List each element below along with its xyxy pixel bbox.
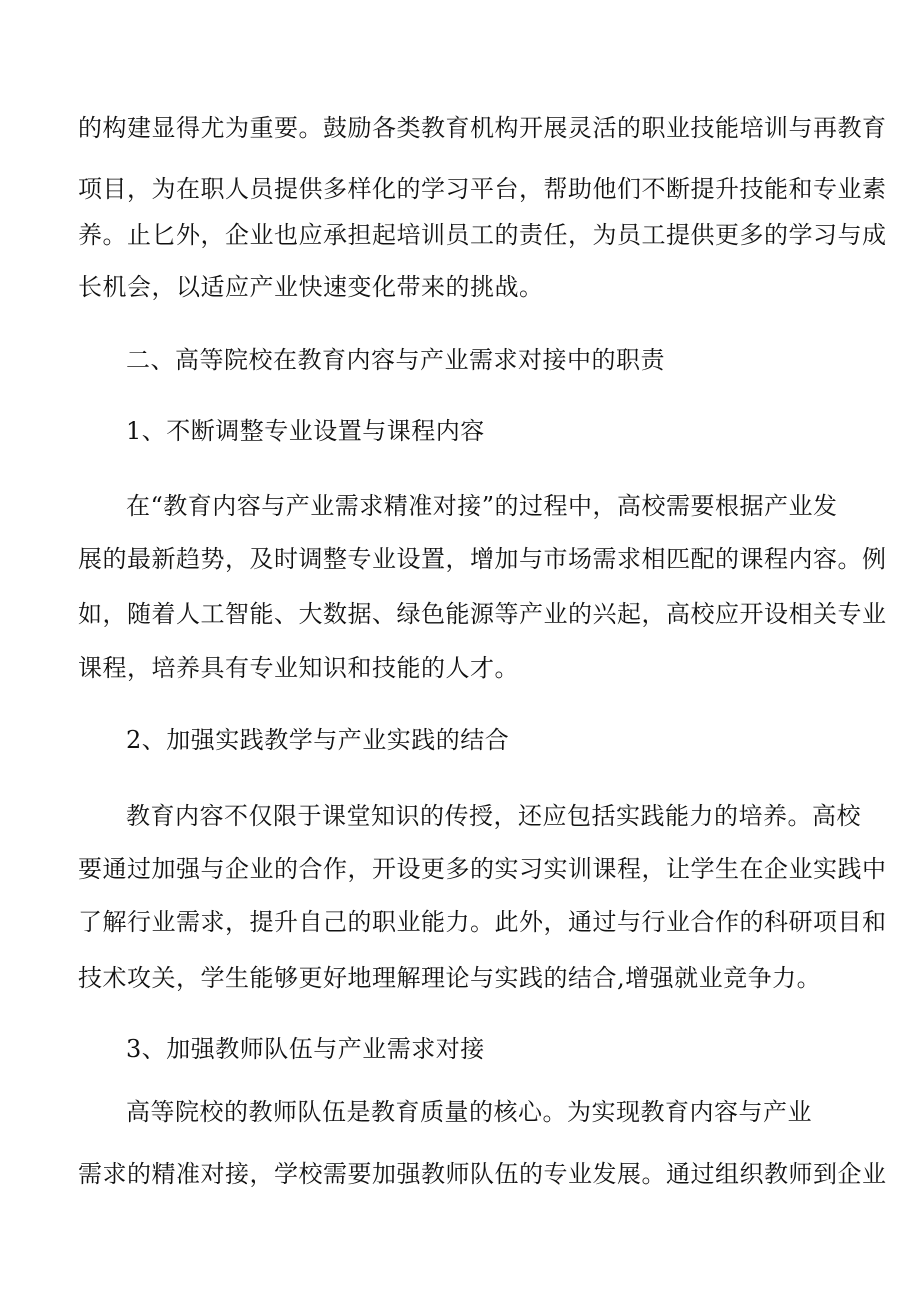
- paragraph-1-line-3: 养。止匕外，企业也应承担起培训员工的责任，为员工提供更多的学习与成: [78, 221, 887, 249]
- sub-heading-2: 2、加强实践教学与产业实践的结合: [126, 726, 510, 754]
- paragraph-1-line-1: 的构建显得尤为重要。鼓励各类教育机构开展灵活的职业技能培训与再教育: [78, 114, 887, 142]
- sub-2-line-1: 教育内容不仅限于课堂知识的传授，还应包括实践能力的培养。高校: [126, 802, 861, 830]
- sub-3-line-2: 需求的精准对接，学校需要加强教师队伍的专业发展。通过组织教师到企业: [78, 1160, 887, 1188]
- sub-2-line-3: 了解行业需求，提升自己的职业能力。此外，通过与行业合作的科研项目和: [78, 908, 887, 936]
- sub-heading-3: 3、加强教师队伍与产业需求对接: [126, 1035, 485, 1063]
- sub-3-line-1: 高等院校的教师队伍是教育质量的核心。为实现教育内容与产业: [126, 1098, 812, 1126]
- sub-1-line-4: 课程，培养具有专业知识和技能的人才。: [78, 654, 519, 682]
- sub-2-line-4: 技术攻关，学生能够更好地理解理论与实践的结合,增强就业竞争力。: [78, 964, 822, 992]
- section-heading: 二、高等院校在教育内容与产业需求对接中的职责: [126, 346, 665, 374]
- sub-2-line-2: 要通过加强与企业的合作，开设更多的实习实训课程，让学生在企业实践中: [78, 855, 887, 883]
- sub-1-line-3: 如，随着人工智能、大数据、绿色能源等产业的兴起，高校应开设相关专业: [78, 600, 887, 628]
- paragraph-1-line-4: 长机会，以适应产业快速变化带来的挑战。: [78, 273, 544, 301]
- sub-1-line-1: 在“教育内容与产业需求精准对接”的过程中，高校需要根据产业发: [126, 492, 838, 520]
- sub-heading-1: 1、不断调整专业设置与课程内容: [126, 417, 485, 445]
- paragraph-1-line-2: 项目，为在职人员提供多样化的学习平台，帮助他们不断提升技能和专业素: [78, 175, 887, 203]
- sub-1-line-2: 展的最新趋势，及时调整专业设置，增加与市场需求相匹配的课程内容。例: [78, 545, 887, 573]
